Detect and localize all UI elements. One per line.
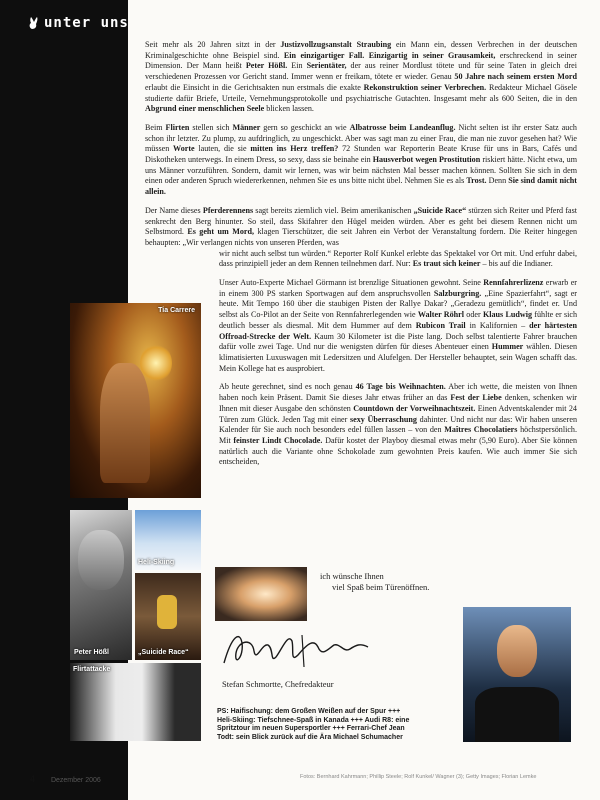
preview-line: Spritztour im neuen Supersportler +++ Ferrari-Chef Jean [217, 725, 405, 732]
photo-suicide-race [135, 573, 201, 660]
article-paragraph-hoessl: Seit mehr als 20 Jahren sitzt in der Justizvollzugsanstalt Straubing ein Mann ein, dessen Verbrechen in der deutschen Kriminalgeschichte ohne Beispiel sind. Ein einzigartiger Fall. Einzigartig in seiner Grausamkeit, erschreckend in seiner Dimension. Der Mann heißt Peter Hößl. Ein Serientäter, der aus reiner Mordlust tötete und für seine Taten in gleich drei verschiedenen Prozessen vor Gericht stand. Immer wenn er freikam, tötete er wieder. Genau 50 Jahre nach seinem ersten Mord erlaubt die Einsicht in die Gerichtsakten nun erstmals die exakte Rekonstruktion seiner Verbrechen. Redakteur Michael Gösele studierte dafür Briefe, Urteile, Vernehmungsprotokolle und psychiatrische Gutachten. Insgesamt mehr als 600 Seiten, die in den Abgrund einer menschlichen Seele blicken lassen. [145, 40, 578, 114]
page-number: 4 [30, 774, 36, 784]
closing-wish: ich wünsche Ihnen viel Spaß beim Türenöffnen. [320, 571, 430, 592]
photo-caption: Peter Hößl [74, 649, 110, 656]
editor-signature [218, 623, 378, 675]
photo-peter-hoessl [70, 510, 132, 660]
preview-line: Heli-Skiing: Tiefschnee-Spaß in Kanada +++ Audi R8: eine [217, 716, 410, 724]
photo-credits: Fotos: Bernhard Kahrmann; Phillip Steele; Rolf Kunkel/ Wagner (3); Getty Images; Florian Lemke [300, 774, 537, 780]
article-paragraph-christmas: Ab heute gerechnet, sind es noch genau 46 Tage bis Weihnachten. Aber ich wette, die meisten von Ihnen haben noch kein Präsent. Damit Sie dieses Jahr etwas früher an das Fest der Liebe denken, schenken wir Ihnen mit dieser Ausgabe den schönsten Countdown der Vorweihnachtszeit. Einen Adventskalender mit 24 Türen zum Glück. Jeden Tag mit einer sexy Überraschung dahinter. Und nicht nur das: Wir haben unseren Kalender für Sie auch noch besonders edel füllen lassen – von den Maîtres Chocolatiers höchstpersönlich. Mit feinster Lindt Chocolade. Dafür kostet der Playboy diesmal etwas mehr (5,90 Euro). Aber Sie können natürlich auch die Variante ohne Schokolade zum gewohnten Preis kaufen. Wie auch immer Sie sich entscheiden, [219, 382, 578, 467]
preview-line: Todt: sein Blick zurück auf die Ära Michael Schumacher [217, 733, 403, 741]
photo-adventskalender [215, 567, 307, 621]
photo-editor [463, 607, 571, 742]
article-paragraph-offroad: Unser Auto-Experte Michael Görmann ist brenzlige Situationen gewohnt. Seine Rennfahrerlizenz erwarb er in einem 300 PS starken Sportwagen auf dem anspruchsvollen Salzburgring. „Eine Spazierfahrt“, sagt er heute. Mit Tempo 160 über die staubigen Pisten der Rallye Dakar? „Geradezu gemütlich“, findet er. Und selbst als Co-Pilot an der Seite von Rennfahrerlegenden wie Walter Röhrl oder Klaus Ludwig fühlte er sich deutlich besser als diesmal. Mit dem Hummer auf dem Rubicon Trail in Kalifornien – der härtesten Offroad-Strecke der Welt. Kaum 30 Kilometer ist die Piste lang. Doch selbst talentierte Fahrer brauchen dafür volle zwei Tage. Und nur die wenigsten dürfen für dieses Abenteuer einen Hummer wählen. Diesen klimatisierten Luxuswagen mit Ledersitzen und Alufelgen. Der Hersteller behauptet, sein Wagen schafft das. Mein Kollege hat es ausprobiert. [219, 278, 578, 373]
bunny-logo-icon [26, 16, 40, 30]
photo-caption: Flirtattacke [73, 666, 111, 673]
photo-caption: Heli-Skiing [138, 559, 175, 566]
photo-tia-carrere [70, 303, 201, 498]
article-paragraph-flirt: Beim Flirten stellen sich Männer gern so geschickt an wie Albatrosse beim Landeanflug. Nicht selten ist ihr erster Satz auch schon ihr letzter. Zu plump, zu aufdringlich, zu ungeschickt. Aber was sagt man zu einer Frau, die man nie zuvor gesehen hat? Wie müssen Worte lauten, die sie mitten ins Herz treffen? 72 Stunden war Reporterin Beate Kruse für uns in Bars, Cafés und Diskotheken unterwegs. In einem Dress, so sexy, dass sie beinahe ein Hausverbot wegen Prostitution riskiert hätte. Nicht etwa, um uns Männer vorzuführen. Sondern, damit wir lernen, was wir beim nächsten Mal besser machen können. Sollten Sie sich in dem einen oder anderen Spruch wiedererkennen, nehmen Sie es uns bitte nicht übel. Nehmen Sie es als Trost. Denn Sie sind damit nicht allein. [145, 122, 578, 197]
photo-caption: „Suicide Race“ [138, 649, 189, 656]
photo-heli-skiing [135, 510, 201, 570]
article-column [145, 40, 577, 476]
article-paragraph-race-cont: wir nicht auch selbst tun würden.“ Reporter Rolf Kunkel erlebte das Spektakel vor Ort mit. Und erfuhr dabei, dass prinzipiell jeder an dem Rennen teilnehmen darf. Nur: Es traut sich keiner – bis auf die Indianer. [219, 248, 577, 269]
photo-caption: Tia Carrere [158, 307, 195, 314]
issue-preview [217, 708, 457, 742]
page-footer [30, 774, 101, 784]
section-header [26, 14, 129, 32]
section-title: unter uns [44, 15, 129, 31]
photo-flirtattacke [70, 663, 201, 741]
editor-name: Stefan Schmortte, Chefredakteur [222, 679, 334, 689]
preview-line: PS: Haifischung: dem Großen Weißen auf der Spur +++ [217, 708, 401, 715]
issue-date: Dezember 2006 [50, 777, 101, 784]
article-paragraph-race: Der Name dieses Pferderennens sagt bereits ziemlich viel. Beim amerikanischen „Suicide Race“ stürzen sich Reiter und Pferd fast senkrecht den Berg hinunter. So steil, dass Skifahrer den Hügel meiden würden. Aber es geht bei diesem Rennen nicht um Selbstmord. Es geht um Mord, klagen Tierschützer, die seit Jahren ein Verbot der Veranstaltung fordern. Die Reiter hingegen behaupten: „Wir verlangen nichts von unseren Pferden, was [145, 205, 578, 247]
